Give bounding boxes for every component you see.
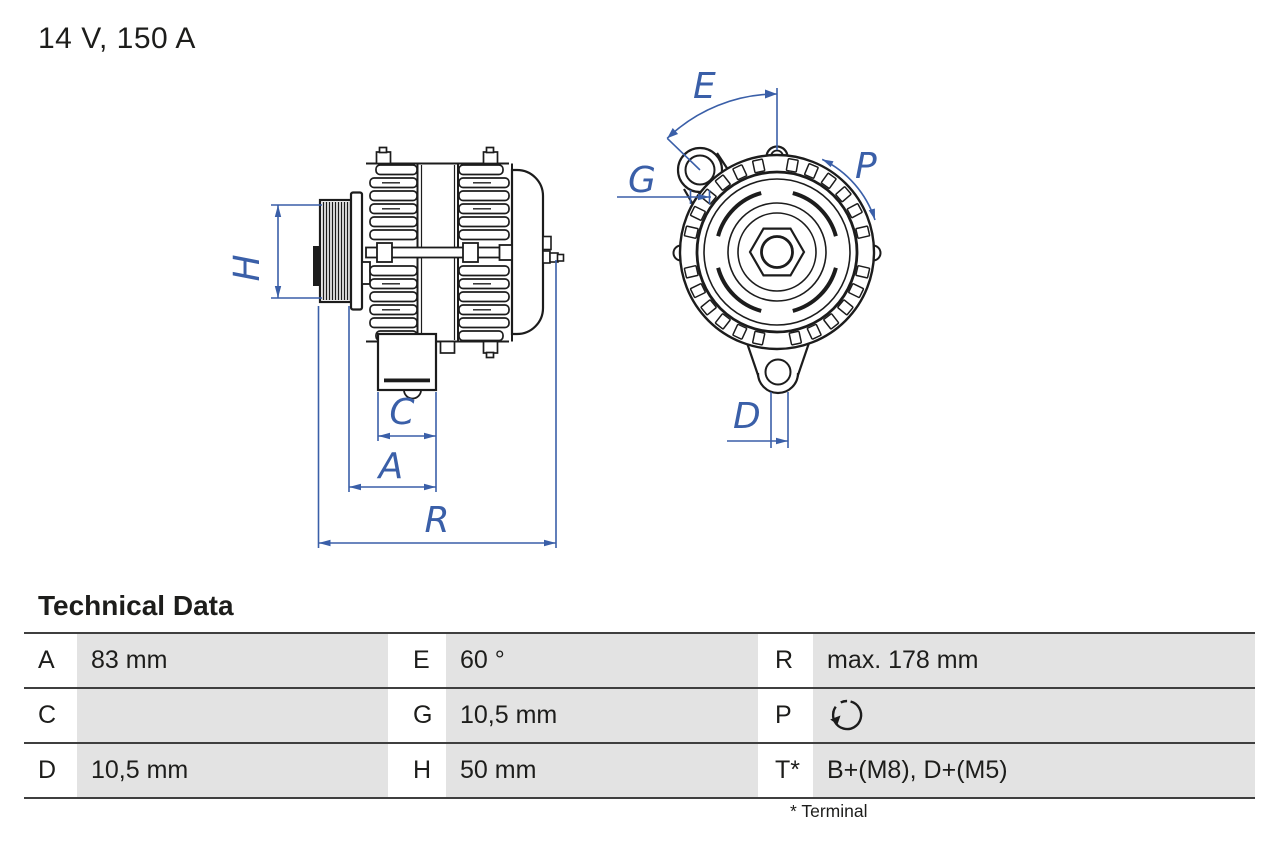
dim-label-e: E bbox=[693, 66, 716, 107]
table-value-p bbox=[813, 689, 1255, 742]
table-key-e: E bbox=[388, 634, 446, 687]
table-key-t: T* bbox=[758, 744, 813, 797]
dim-label-a: A bbox=[378, 446, 404, 487]
table-key-h: H bbox=[388, 744, 446, 797]
table-value-t: B+(M8), D+(M5) bbox=[813, 744, 1255, 797]
table-row bbox=[24, 687, 1255, 742]
dim-label-d: D bbox=[733, 396, 761, 437]
terminal-footnote: * Terminal bbox=[790, 801, 868, 821]
dim-label-c: C bbox=[389, 392, 415, 433]
table-value-h: 50 mm bbox=[446, 744, 758, 797]
rotation-direction-icon bbox=[827, 694, 869, 738]
table-value-a: 83 mm bbox=[77, 634, 388, 687]
table-row bbox=[24, 632, 1255, 687]
table-key-c: C bbox=[24, 689, 77, 742]
alternator-front-view-drawing bbox=[605, 55, 975, 465]
table-key-r: R bbox=[758, 634, 813, 687]
table-row bbox=[24, 742, 1255, 797]
table-value-r: max. 178 mm bbox=[813, 634, 1255, 687]
dim-label-h: H bbox=[227, 254, 268, 282]
dim-label-p: P bbox=[855, 146, 877, 187]
table-key-a: A bbox=[24, 634, 77, 687]
table-key-p: P bbox=[758, 689, 813, 742]
table-value-c bbox=[77, 689, 388, 742]
technical-data-table bbox=[24, 632, 1255, 799]
dim-label-g: G bbox=[628, 160, 656, 201]
dim-label-r: R bbox=[424, 500, 450, 541]
rating-title: 14 V, 150 A bbox=[38, 22, 196, 55]
table-key-d: D bbox=[24, 744, 77, 797]
table-value-g: 10,5 mm bbox=[446, 689, 758, 742]
technical-data-heading: Technical Data bbox=[38, 590, 234, 621]
table-value-d: 10,5 mm bbox=[77, 744, 388, 797]
alternator-side-view-drawing bbox=[225, 140, 580, 565]
table-key-g: G bbox=[388, 689, 446, 742]
table-value-e: 60 ° bbox=[446, 634, 758, 687]
